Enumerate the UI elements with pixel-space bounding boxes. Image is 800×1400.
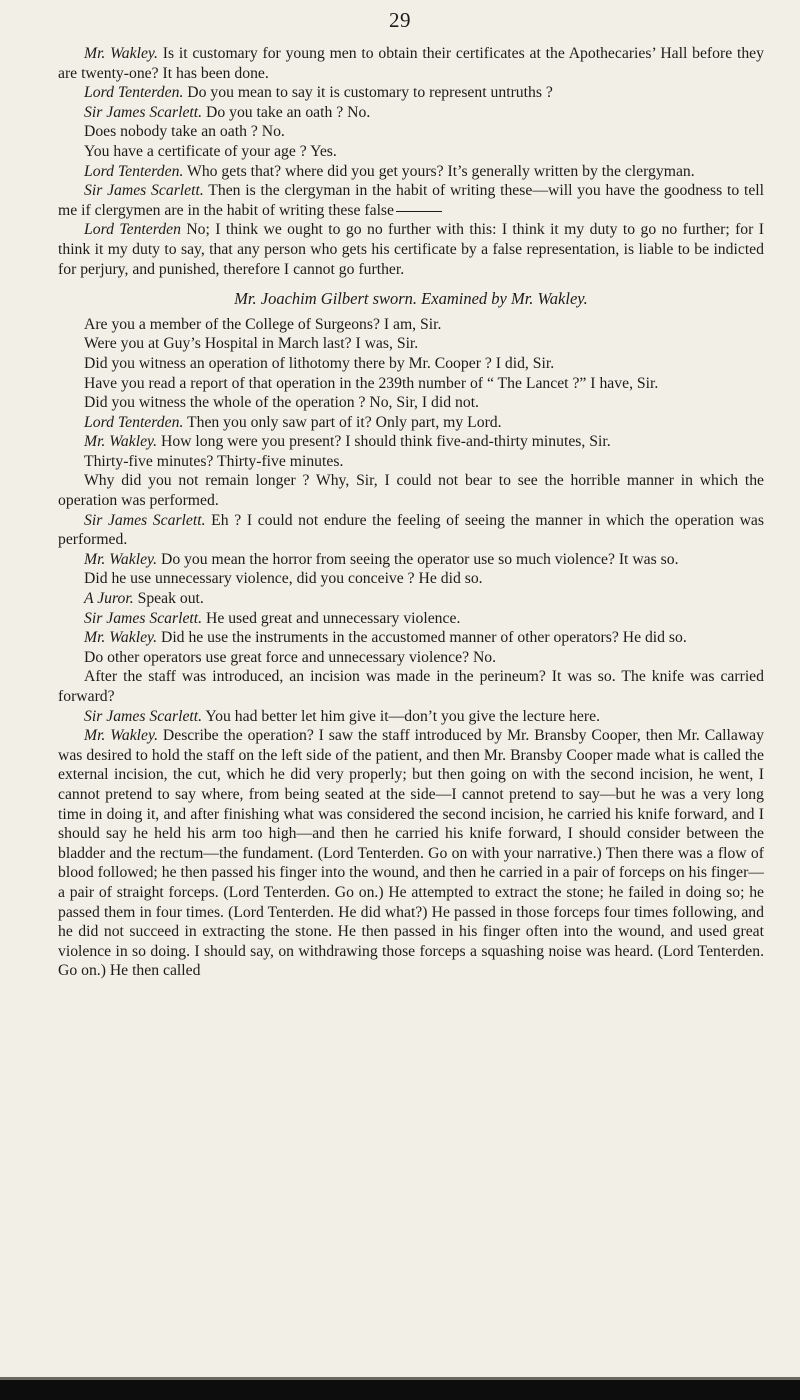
paragraph-text: Do you take an oath ? No. [202,103,371,121]
speaker-name: Mr. Wakley. [84,727,159,745]
speaker-name: Lord Tenterden. [84,413,184,431]
interruption-dash [396,211,442,212]
page-number: 29 [389,8,411,32]
speaker-name: A Juror. [84,590,134,608]
paragraph-text: Were you at Guy’s Hospital in March last? I was, Sir. [84,335,419,353]
paragraph [58,452,764,472]
speaker-name: Lord Tenterden. [84,162,184,180]
paragraph-text: Who gets that? where did you get yours? It’s generally written by the clergyman. [183,162,695,180]
speaker-name: Sir James Scarlett. [84,609,203,627]
paragraph [58,550,764,570]
paragraph-text: No; I think we ought to go no further with this: I think it my duty to go no further; for I think it my duty to say, that any person who gets his certificate by a false representation, is liable to be indicted for perjury, and punished, therefore I cannot go further. [58,221,764,278]
paragraph [58,707,764,727]
paragraph-text: Why did you not remain longer ? Why, Sir, I could not bear to see the horrible manner in which the operation was performed. [58,472,764,510]
paragraph-text: Did he use the instruments in the accustomed manner of other operators? He did so. [157,629,687,647]
paragraph-text: Describe the operation? I saw the staff introduced by Mr. Bransby Cooper, then Mr. Callaway was desired to hold the staff on the left side of the patient, and then Mr. Bransby Cooper made what is called the external incision, the cut, which he did very properly; but then going on with the second incision, he went, I cannot pretend to say where, from being seated at the side—I cannot pretend to say—but he was a very long time in doing it, and after finishing what was considered the second incision, he carried his knife forward, and I should say he held his arm too high—and then he carried his knife forward, I should consider between the bladder and the rectum—the fundament. (Lord Tenterden. Go on with your narrative.) Then there was a flow of blood followed; he then passed his finger into the wound, and then he carried in a pair of forceps on his finger—a pair of straight forceps. (Lord Tenterden. Go on.) He attempted to extract the stone; he failed in doing so; he passed them in four times. (Lord Tenterden. He did what?) He passed in those forceps four times following, and he did not succeed in extracting the stone. He then passed in his finger often into the wound, and used great violence in so doing. I should say, on withdrawing those forceps a squashing noise was heard. (Lord Tenterden. Go on.) He then called [58,727,764,980]
speaker-name: Mr. Wakley. [84,550,158,568]
paragraph-text: Do other operators use great force and unnecessary violence? No. [84,648,497,666]
paragraph [58,667,764,706]
speaker-name: Mr. Wakley. [84,45,158,62]
paragraph [58,220,764,279]
paragraph-text: Does nobody take an oath ? No. [84,123,285,141]
speaker-name: Lord Tenterden. [84,84,184,102]
paragraph [58,432,764,452]
speaker-name: Sir James Scarlett. [84,511,206,529]
paragraph [58,589,764,609]
paragraph-text: Did you witness an operation of lithotomy there by Mr. Cooper ? I did, Sir. [84,354,555,372]
paragraph [58,648,764,668]
testimony-block-1 [58,44,764,279]
paragraph [58,471,764,510]
paragraph-text: Speak out. [133,590,204,608]
paragraph [58,354,764,374]
paragraph [58,628,764,648]
paragraph [58,315,764,335]
text-body [58,44,764,981]
paragraph [58,726,764,981]
paragraph-text: Then is the clergyman in the habit of writing these—will you have the goodness to tell me if clergymen are in the habit of writing these false [58,182,764,219]
paragraph [58,569,764,589]
paragraph-text: How long were you present? I should think five-and-thirty minutes, Sir. [157,433,611,451]
paragraph-text: Are you a member of the College of Surgeons? I am, Sir. [84,315,442,333]
speaker-name: Mr. Wakley. [84,433,158,451]
paragraph [58,142,764,162]
paragraph-text: You had better let him give it—don’t you give the lecture here. [202,707,600,725]
paragraph-text: Is it customary for young men to obtain their certificates at the Apothecaries’ Hall before they are twenty-one? It has been done. [58,45,764,82]
paragraph [58,162,764,182]
speaker-name: Sir James Scarlett. [84,182,204,200]
paragraph-text: Eh ? I could not endure the feeling of seeing the manner in which the operation was performed. [58,511,764,549]
speaker-name: Mr. Wakley. [84,629,158,647]
paragraph-text: Then you only saw part of it? Only part, my Lord. [183,413,502,431]
paragraph [58,393,764,413]
paragraph-text: Thirty-five minutes? Thirty-five minutes. [84,452,344,470]
scan-bottom-bar [0,1380,800,1400]
paragraph [58,413,764,433]
speaker-name: Sir James Scarlett. [84,103,203,121]
paragraph [58,374,764,394]
paragraph [58,181,764,220]
paragraph [58,511,764,550]
witness-subheading: Mr. Joachim Gilbert sworn. Examined by Mr. Wakley. [234,289,588,309]
paragraph-text: He used great and unnecessary violence. [202,609,461,627]
paragraph [58,83,764,103]
paragraph [58,44,764,83]
paragraph-text: Do you mean to say it is customary to represent untruths ? [183,84,553,102]
testimony-block-2 [58,315,764,981]
paragraph [58,609,764,629]
paragraph-text: Did he use unnecessary violence, did you conceive ? He did so. [84,570,483,588]
paragraph [58,334,764,354]
paragraph-text: After the staff was introduced, an incision was made in the perineum? It was so. The knife was carried forward? [58,668,764,705]
paragraph-text: Did you witness the whole of the operation ? No, Sir, I did not. [84,394,479,412]
paragraph-text: You have a certificate of your age ? Yes. [84,142,337,160]
paragraph-text: Do you mean the horror from seeing the operator use so much violence? It was so. [157,550,679,568]
paragraph [58,103,764,123]
paragraph [58,122,764,142]
speaker-name: Sir James Scarlett. [84,707,203,725]
speaker-name: Lord Tenterden [84,221,181,239]
paragraph-text: Have you read a report of that operation in the 239th number of “ The Lancet ?” I have, Sir. [84,374,659,392]
